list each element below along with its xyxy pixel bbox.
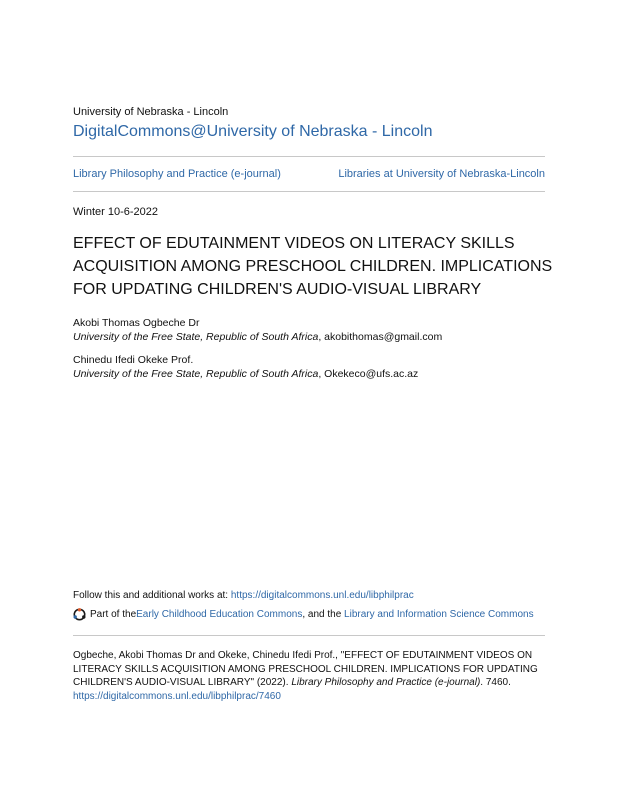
author-block [73, 353, 418, 381]
library-science-commons-link[interactable]: Library and Information Science Commons [344, 609, 534, 620]
journal-link[interactable]: Library Philosophy and Practice (e-journal) [73, 168, 281, 180]
title-line: EFFECT OF EDUTAINMENT VIDEOS ON LITERACY SKILLS [73, 235, 515, 252]
part-of-prefix: Part of the [90, 609, 137, 620]
citation-line: Ogbeche, Akobi Thomas Dr and Okeke, Chinedu Ifedi Prof., "EFFECT OF EDUTAINMENT VIDEOS ON [73, 650, 533, 661]
author-email: Okekeco@ufs.ac.az [324, 368, 419, 380]
divider-nav [73, 191, 545, 192]
affiliation-text: University of the Free State, Republic of South Africa [73, 368, 319, 380]
author-email: akobithomas@gmail.com [324, 331, 443, 343]
publication-date: Winter 10-6-2022 [73, 206, 158, 218]
title-line: ACQUISITION AMONG PRESCHOOL CHILDREN. IMPLICATIONS [73, 258, 553, 275]
citation-url-link[interactable]: https://digitalcommons.unl.edu/libphilprac/7460 [73, 690, 281, 702]
divider-top [73, 156, 545, 157]
early-childhood-commons-link[interactable]: Early Childhood Education Commons [136, 609, 303, 620]
part-of-middle: , and the [302, 609, 345, 620]
institution-name: University of Nebraska - Lincoln [73, 106, 229, 118]
citation-line: LITERACY SKILLS ACQUISITION AMONG PRESCHOOL CHILDREN. IMPLICATIONS FOR UPDATING [73, 663, 538, 675]
citation-line [73, 676, 553, 690]
citation-number: . 7460. [480, 677, 511, 688]
author-name: Akobi Thomas Ogbeche Dr [73, 317, 200, 329]
author-affiliation: University of the Free State, Republic of South Africa, akobithomas@gmail.com [73, 331, 443, 343]
follow-text: Follow this and additional works at: [73, 590, 231, 601]
author-affiliation: University of the Free State, Republic of South Africa, Okekeco@ufs.ac.az [73, 368, 419, 380]
libraries-link[interactable]: Libraries at University of Nebraska-Lincoln [338, 168, 545, 180]
affiliation-text: University of the Free State, Republic of South Africa [73, 331, 319, 343]
title-line: FOR UPDATING CHILDREN'S AUDIO-VISUAL LIBRARY [73, 281, 482, 298]
part-of-line [73, 608, 534, 621]
repository-link[interactable]: DigitalCommons@University of Nebraska - Lincoln [73, 123, 433, 140]
article-title [73, 232, 553, 301]
network-icon [73, 608, 86, 621]
follow-url-link[interactable]: https://digitalcommons.unl.edu/libphilprac [230, 590, 414, 601]
follow-line [73, 590, 414, 601]
author-block [73, 316, 442, 344]
citation-journal: Library Philosophy and Practice (e-journal) [291, 677, 481, 688]
citation-text: CHILDREN'S AUDIO-VISUAL LIBRARY" (2022). [73, 677, 292, 688]
divider-bottom [73, 635, 545, 636]
author-name: Chinedu Ifedi Okeke Prof. [73, 354, 194, 366]
recommended-citation [73, 649, 553, 703]
